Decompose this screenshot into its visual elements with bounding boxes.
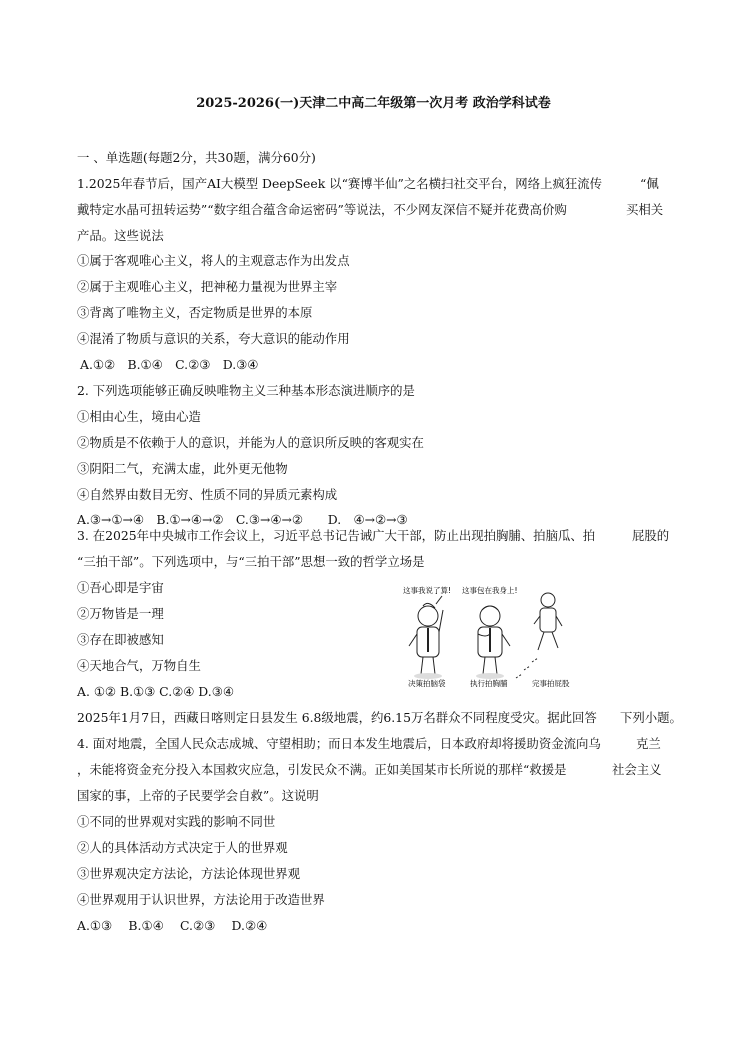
section-heading: 一 、单选题(每题2分，共30题，满分60分) bbox=[77, 150, 316, 165]
caption-2: 执行拍胸脯 bbox=[470, 679, 508, 688]
context-paragraph: 2025年1月7日，西藏日喀则定日县发生 6.8级地震，约6.15万名群众不同程度受灾。据此回答 bbox=[77, 710, 597, 725]
q3-stem-line2: “三拍干部”。下列选项中，与“三拍干部”思想一致的哲学立场是 bbox=[77, 554, 425, 569]
figure-pat-head bbox=[409, 596, 443, 679]
q2-stem: 2. 下列选项能够正确反映唯物主义三种基本形态演进顺序的是 bbox=[77, 383, 415, 398]
q3-option-2: ②万物皆是一理 bbox=[77, 606, 164, 621]
q4-option-2: ②人的具体活动方式决定于人的世界观 bbox=[77, 840, 288, 855]
q2-answers: A.③→①→④ B.①→④→② C.③→④→② D. ④→②→③ bbox=[77, 512, 408, 527]
q2-option-1: ①相由心生，境由心造 bbox=[77, 409, 201, 424]
speech-1: 这事我说了算! bbox=[403, 586, 452, 595]
q3-option-4: ④天地合气，万物自生 bbox=[77, 658, 201, 673]
q3-answers: A. ①② B.①③ C.②④ D.③④ bbox=[77, 684, 234, 699]
q4-option-4: ④世界观用于认识世界，方法论用于改造世界 bbox=[77, 892, 325, 907]
q1-stem-line2: 戴特定水晶可扭转运势”“数字组合蕴含命运密码”等说法，不少网友深信不疑并花费高价购 bbox=[77, 202, 567, 217]
context-paragraph-b: 下列小题。 bbox=[620, 710, 682, 725]
q4-stem-line3: 国家的事，上帝的子民要学会自救”。这说明 bbox=[77, 788, 319, 803]
q1-stem-line2b: 买相关 bbox=[626, 202, 664, 217]
q1-option-1: ①属于客观唯心主义，将人的主观意志作为出发点 bbox=[77, 253, 350, 268]
q4-stem-line2: ，未能将资金充分投入本国救灾应急，引发民众不满。正如美国某市长所说的那样“救援是 bbox=[77, 762, 567, 777]
figure-pat-chest bbox=[476, 606, 510, 679]
three-pat-cadre-cartoon bbox=[398, 582, 580, 688]
q3-stem-line1b: 屁股的 bbox=[632, 528, 670, 543]
q4-option-1: ①不同的世界观对实践的影响不同世 bbox=[77, 814, 276, 829]
page-title: 2025-2026(一)天津二中高二年级第一次月考 政治学科试卷 bbox=[196, 96, 551, 111]
caption-3: 完事拍屁股 bbox=[532, 679, 570, 688]
q4-stem-line2b: 社会主义 bbox=[612, 762, 662, 777]
q3-stem-line1: 3. 在2025年中央城市工作会议上，习近平总书记告诫广大干部，防止出现拍胸脯、拍脑瓜、拍 bbox=[77, 528, 596, 543]
q3-option-3: ③存在即被感知 bbox=[77, 632, 164, 647]
q1-stem-line3: 产品。这些说法 bbox=[77, 228, 164, 243]
caption-1: 决策拍脑袋 bbox=[408, 679, 446, 688]
q4-stem-line1: 4. 面对地震，全国人民众志成城、守望相助；而日本发生地震后，日本政府却将援助资金流向乌 bbox=[77, 736, 601, 751]
q4-answers: A.①③ B.①④ C.②③ D.②④ bbox=[77, 918, 268, 933]
figure-pat-bottom bbox=[516, 593, 562, 678]
q4-option-3: ③世界观决定方法论，方法论体现世界观 bbox=[77, 866, 301, 881]
q1-option-2: ②属于主观唯心主义，把神秘力量视为世界主宰 bbox=[77, 279, 338, 294]
q1-stem-line1: 1.2025年春节后，国产AI大模型 DeepSeek 以“赛博半仙”之名横扫社交平台，网络上疯狂流传 bbox=[77, 176, 603, 191]
speech-2: 这事包在我身上! bbox=[462, 586, 518, 595]
q2-option-2: ②物质是不依赖于人的意识，并能为人的意识所反映的客观实在 bbox=[77, 435, 424, 450]
q1-stem-line1b: “佩 bbox=[640, 176, 659, 191]
q2-option-4: ④自然界由数目无穷、性质不同的异质元素构成 bbox=[77, 487, 338, 502]
q1-option-3: ③背离了唯物主义，否定物质是世界的本原 bbox=[77, 305, 313, 320]
q3-option-1: ①吾心即是宇宙 bbox=[77, 580, 164, 595]
q1-answers: A.①② B.①④ C.②③ D.③④ bbox=[80, 357, 259, 372]
q2-option-3: ③阴阳二气，充满太虚，此外更无他物 bbox=[77, 461, 288, 476]
q4-stem-line1b: 克兰 bbox=[636, 736, 661, 751]
q1-option-4: ④混淆了物质与意识的关系，夸大意识的能动作用 bbox=[77, 331, 350, 346]
